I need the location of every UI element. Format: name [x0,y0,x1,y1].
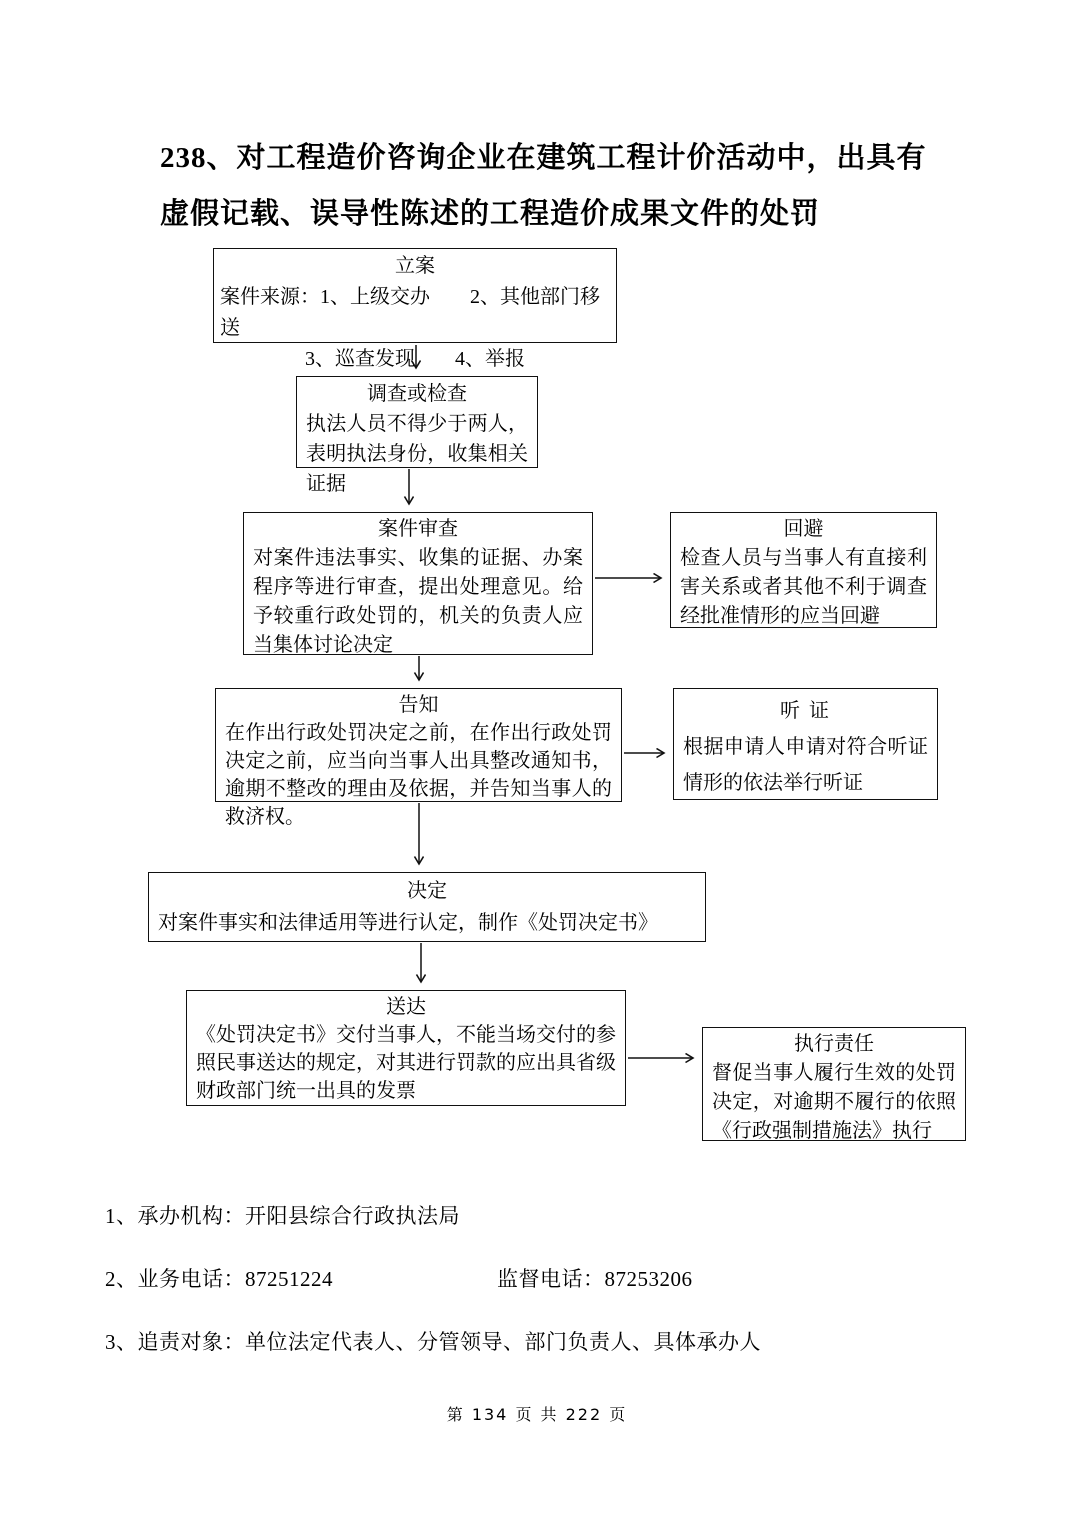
flow-box-case-review [243,512,593,655]
flow-box-filing [213,248,617,370]
flow-box-delivery-title: 送达 [386,996,426,1018]
flow-box-hearing-body: 根据申请人申请对符合听证情形的依法举行听证 [683,736,928,794]
flow-box-investigation-title: 调查或检查 [367,383,467,405]
page-title [160,130,980,242]
page-number-footer: 第 134 页 共 222 页 [446,1405,628,1424]
flow-box-delivery [186,990,626,1106]
flow-box-hearing [673,688,938,800]
flow-box-decision-body: 对案件事实和法律适用等进行认定，制作《处罚决定书》 [158,912,658,934]
note-supervision-phone: 监督电话：87253206 [497,1267,693,1291]
flow-box-enforcement-body: 督促当事人履行生效的处罚决定，对逾期不履行的依照《行政强制措施法》执行 [712,1062,956,1142]
flow-box-decision-title: 决定 [407,880,447,902]
flow-box-investigation-body: 执法人员不得少于两人，表明执法身份，收集相关证据 [306,413,528,495]
flow-box-notification [215,688,622,828]
flow-box-enforcement [702,1027,966,1141]
flow-box-recusal-body: 检查人员与当事人有直接利害关系或者其他不利于调查经批准情形的应当回避 [680,547,927,627]
flow-box-filing-sources-line2: 3、巡查发现 4、举报 [305,348,525,370]
note-handling-agency: 1、承办机构：开阳县综合行政执法局 [105,1204,460,1228]
page-title-line-1: 238、对工程造价咨询企业在建筑工程计价活动中，出具有 [160,142,927,174]
flow-box-decision [148,872,706,942]
flow-box-case-review-body: 对案件违法事实、收集的证据、办案程序等进行审查，提出处理意见。给予较重行政处罚的，机关的负责人应当集体讨论决定 [253,547,583,656]
flow-box-filing-sources-line1: 案件来源：1、上级交办 2、其他部门移送 [220,286,600,339]
flow-box-enforcement-title: 执行责任 [794,1033,874,1055]
page-title-line-2: 虚假记载、误导性陈述的工程造价成果文件的处罚 [160,198,821,230]
flow-box-case-review-title: 案件审查 [378,518,458,540]
flow-box-hearing-title: 听 证 [780,700,831,722]
note-business-phone: 2、业务电话：87251224 [105,1267,333,1291]
flow-box-notification-title: 告知 [398,694,439,716]
flow-box-investigation [296,376,538,495]
note-phones [105,1263,925,1293]
flow-box-recusal [670,512,937,628]
note-accountability-targets: 3、追责对象：单位法定代表人、分管领导、部门负责人、具体承办人 [105,1330,761,1354]
flow-box-filing-title: 立案 [395,255,435,277]
flow-box-delivery-body: 《处罚决定书》交付当事人，不能当场交付的参照民事送达的规定，对其进行罚款的应出具省级财政部门统一出具的发票 [196,1024,616,1102]
flow-box-notification-body: 在作出行政处罚决定之前，在作出行政处罚决定之前，应当向当事人出具整改通知书，逾期不整改的理由及依据，并告知当事人的救济权。 [225,722,612,828]
flow-box-recusal-title: 回避 [783,518,824,540]
